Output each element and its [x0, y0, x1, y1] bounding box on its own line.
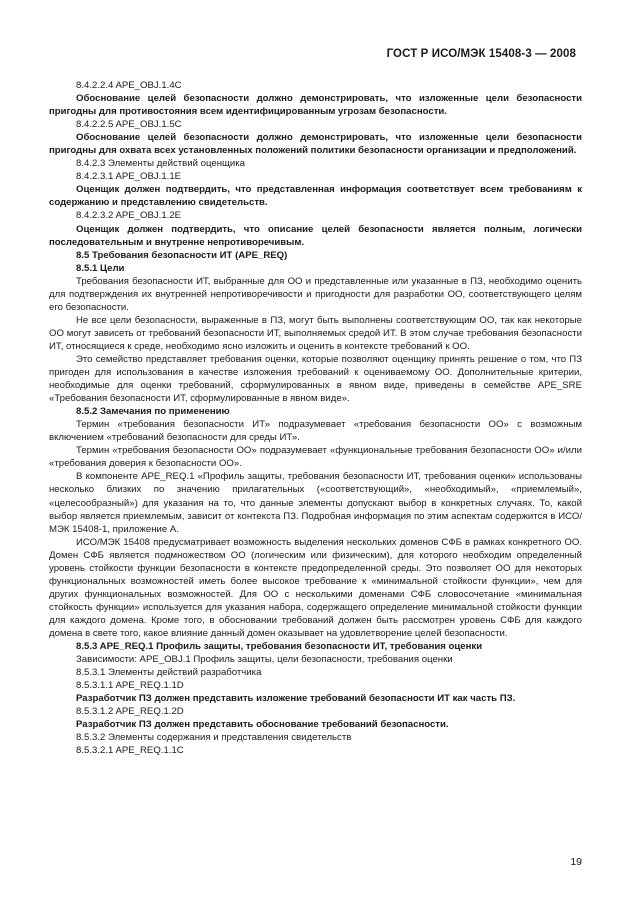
section-heading-8-5-1: 8.5.1 Цели [76, 262, 125, 274]
paragraph-section-8-4-2-2-4: 8.4.2.2.4 APE_OBJ.1.4C [76, 80, 182, 91]
paragraph-body: Требования безопасности ИТ, выбранные для ОО и представленные или указанные в ПЗ, необходимо оценить для подтверждения их внутренней непротиворечивости и пригодности для разработки ОО, соответствующего целям его безопасности. [49, 275, 582, 313]
paragraph-body: ИСО/МЭК 15408 предусматривает возможность выделения нескольких доменов СФБ в рамках конкретного ОО. Домен СФБ является подмножеством ОО (логическим или физическим), для которого необходим определенный уровень стойкости функции безопасности в контексте предопределенной среды. Это позволяет ОО для некоторых функциональных возможностей иметь более высокое требование к «минимальной стойкости функции», чем для других функциональных возможностей. Для ОО с несколькими доменами СФБ словосочетание «минимальная стойкость функции» используется для указания набора, содержащего определение минимальной стойкости функции для каждого домена. Кроме того, в обосновании требований должен быть рассмотрен уровень СФБ для каждого домена в свете того, какое влияние данный домен оказывает на удовлетворение целей безопасности. [49, 536, 582, 639]
paragraph-section-8-5-3-1: 8.5.3.1 Элементы действий разработчика [76, 667, 262, 679]
paragraph-body: Термин «требования безопасности ИТ» подразумевает «требования безопасности ОО» с возможным включением «требований безопасности для среды ИТ». [49, 419, 582, 444]
page-number: 19 [570, 856, 582, 868]
paragraph-requirement: Оценщик должен подтвердить, что описание целей безопасности является полным, логически последовательным и внутренне непротиворечивым. [49, 223, 582, 248]
paragraph-body: Термин «требования безопасности ОО» подразумевает «функциональные требования безопасности ОО» и/или «требования доверия к безопасности ОО». [49, 445, 582, 470]
paragraph-body: Это семейство представляет требования оценки, которые позволяют оценщику принять решение о том, что ПЗ пригоден для использования в качестве изложения требований к оцениваемому ОО. Дополнительные критерии, необходимые для оценки требований, сформулированных в явном виде, приведены в семействе APE_SRE «Требования безопасности ИТ, сформулированные в явном виде». [49, 353, 582, 405]
paragraph-requirement: Оценщик должен подтвердить, что представленная информация соответствует всем требованиям к содержанию и представлению свидетельств. [49, 184, 582, 209]
section-heading-8-5: 8.5 Требования безопасности ИТ (APE_REQ) [76, 249, 288, 261]
paragraph-section-8-4-2-3: 8.4.2.3 Элементы действий оценщика [76, 158, 246, 170]
paragraph-section-8-5-3-2: 8.5.3.2 Элементы содержания и представления свидетельств [76, 732, 352, 744]
paragraph-section-8-4-2-2-5: 8.4.2.2.5 APE_OBJ.1.5C [76, 119, 182, 131]
paragraph-section-8-4-2-3-2: 8.4.2.3.2 APE_OBJ.1.2E [76, 210, 182, 222]
section-heading-8-5-3: 8.5.3 APE_REQ.1 Профиль защиты, требования безопасности ИТ, требования оценки [76, 641, 483, 653]
paragraph-section-8-5-3-1-2: 8.5.3.1.2 APE_REQ.1.2D [76, 706, 184, 718]
paragraph-requirement: Обоснование целей безопасности должно демонстрировать, что изложенные цели безопасности пригодны для охвата всех установленных положений политики безопасности организации и предположений. [49, 132, 582, 157]
paragraph-body: В компоненте APE_REQ.1 «Профиль защиты, требования безопасности ИТ, требования оценки» использованы несколько близких по значению прилагательных («соответствующий», «необходимый», «приемлемый», «целесообразный») для указания на то, что данные элементы допускают выбор в конкретных случаях. То, какой выбор является приемлемым, зависит от контекста ПЗ. Подробная информация по этим аспектам содержится в ИСО/МЭК 15408-1, приложение А. [49, 471, 582, 535]
paragraph-body: Не все цели безопасности, выраженные в ПЗ, могут быть выполнены соответствующим ОО, так как некоторые ОО могут зависеть от требований безопасности ИТ, выполняемых средой ИТ. В этом случае требования безопасности ИТ, относящиеся к среде, необходимо ясно изложить и оценить в контексте требований к ОО. [49, 314, 582, 352]
paragraph-section-8-5-3-1-1: 8.5.3.1.1 APE_REQ.1.1D [76, 680, 184, 692]
paragraph-section-8-4-2-3-1: 8.4.2.3.1 APE_OBJ.1.1E [76, 171, 182, 183]
paragraph-requirement: Разработчик ПЗ должен представить изложение требований безопасности ИТ как часть ПЗ. [76, 693, 516, 705]
paragraph-requirement: Обоснование целей безопасности должно демонстрировать, что изложенные цели безопасности пригодны для противостояния всем идентифицированным угрозам безопасности. [49, 93, 582, 118]
document-body [49, 79, 582, 757]
document-header: ГОСТ Р ИСО/МЭК 15408-3 — 2008 [386, 48, 576, 60]
paragraph-dependencies: Зависимости: APE_OBJ.1 Профиль защиты, цели безопасности, требования оценки [76, 654, 453, 666]
paragraph-section-8-5-3-2-1: 8.5.3.2.1 APE_REQ.1.1C [76, 745, 184, 757]
section-heading-8-5-2: 8.5.2 Замечания по применению [76, 406, 230, 418]
paragraph-requirement: Разработчик ПЗ должен представить обоснование требований безопасности. [76, 719, 449, 731]
